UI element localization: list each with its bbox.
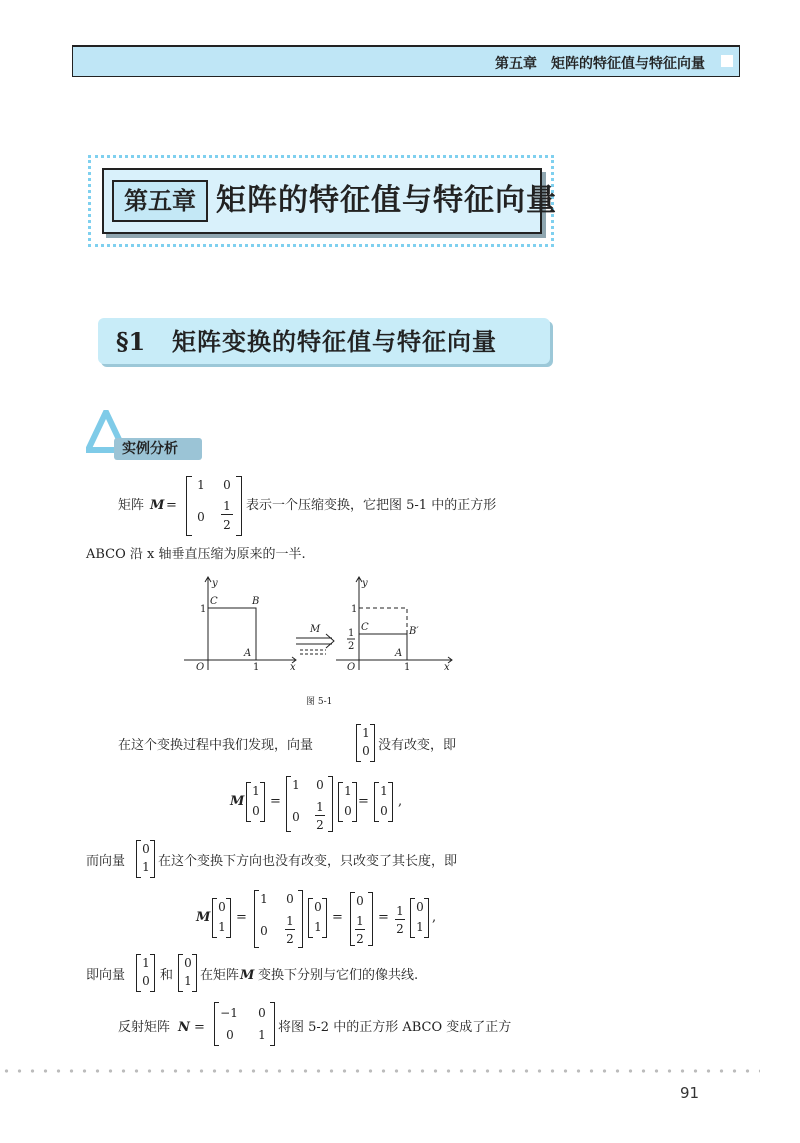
eq1-v3-top: 1 — [380, 784, 388, 798]
left-one-y: 1 — [200, 604, 207, 615]
eq2-coef-fracline — [395, 919, 405, 920]
para3-suffix: 在这个变换下方向也没有改变，只改变了其长度，即 — [158, 854, 458, 869]
eq2-equals: = — [236, 910, 247, 925]
matrix-d-frac-line — [221, 514, 233, 515]
eq1-m-c: 0 — [292, 810, 300, 824]
eq2-M: M — [196, 910, 211, 925]
figure-caption: 图 5-1 — [306, 697, 333, 707]
para2-suffix: 没有改变，即 — [378, 738, 457, 753]
para5-equals: = — [194, 1020, 205, 1035]
vec10-top: 1 — [362, 726, 370, 740]
matrix-n-b: 0 — [258, 1006, 266, 1020]
vec10-right-bracket — [370, 724, 375, 762]
matrix-n-right — [270, 1002, 275, 1046]
left-point-c: C — [210, 596, 218, 607]
eq2-v2-bottom: 1 — [314, 920, 322, 934]
eq2-v3-right — [368, 892, 373, 946]
running-header — [72, 45, 740, 77]
eq1-m-dnum: 1 — [316, 800, 324, 814]
eq2-comma: , — [432, 910, 437, 925]
left-one-x: 1 — [253, 662, 260, 672]
right-point-c: C — [361, 622, 369, 633]
eq1-v-top: 1 — [252, 784, 260, 798]
para1-suffix: 表示一个压缩变换，它把图 5-1 中的正方形 — [246, 498, 497, 513]
vec10-bottom: 0 — [362, 744, 370, 758]
para2-prefix: 在这个变换过程中我们发现，向量 — [118, 738, 314, 753]
para1-equals: = — [166, 498, 177, 513]
eq2-v4-right — [424, 898, 429, 938]
eq2-v-bottom: 1 — [218, 920, 226, 934]
eq2-m-fracline — [285, 929, 295, 930]
right-one-y: 1 — [351, 604, 358, 615]
figure-5-1 — [176, 572, 476, 672]
matrix-right-bracket — [236, 476, 242, 536]
eq2-m-dnum: 1 — [286, 914, 294, 928]
left-point-b: B — [252, 596, 260, 607]
eq2-v-right — [226, 898, 231, 938]
eq1-m-right — [328, 776, 333, 832]
p4-vec1-right — [150, 954, 155, 992]
matrix-a: 1 — [197, 478, 205, 492]
eq2-coef-den: 2 — [396, 922, 404, 936]
para1-prefix: 矩阵 — [118, 498, 145, 513]
left-origin-label: O — [196, 662, 205, 672]
eq1-v2-top: 1 — [344, 784, 352, 798]
para4-and: 和 — [160, 968, 174, 983]
vec01-right-bracket — [150, 840, 155, 878]
para5-suffix: 将图 5-2 中的正方形 ABCO 变成了正方 — [278, 1020, 512, 1035]
eq2-v2-right — [322, 898, 327, 938]
eq2-coef-num: 1 — [396, 904, 404, 918]
eq2-m-b: 0 — [286, 892, 294, 906]
right-point-a: A — [395, 648, 403, 659]
right-y-label: y — [362, 578, 368, 589]
header-square-icon — [721, 55, 733, 67]
running-header-text: 第五章 矩阵的特征值与特征向量 — [495, 56, 705, 72]
p4-vec2-right — [192, 954, 197, 992]
vec01-bottom: 1 — [142, 860, 150, 874]
eq2-v4-bottom: 1 — [416, 920, 424, 934]
para5-prefix: 反射矩阵 — [118, 1020, 171, 1035]
para4-prefix: 即向量 — [86, 968, 126, 983]
matrix-c: 0 — [197, 510, 205, 524]
example-badge-label: 实例分析 — [122, 441, 178, 457]
matrix-n-c: 0 — [226, 1028, 234, 1042]
eq2-m-a: 1 — [260, 892, 268, 906]
eq1-M: M — [230, 794, 245, 809]
matrix-n-d: 1 — [258, 1028, 266, 1042]
vec01-top: 0 — [142, 842, 150, 856]
right-half-num: 1 — [348, 628, 355, 639]
matrix-n-left — [214, 1002, 219, 1046]
para4-suffix: 在矩阵 — [200, 968, 240, 983]
p4-vec2-top: 0 — [184, 956, 192, 970]
eq1-m-a: 1 — [292, 778, 300, 792]
eq1-m-fracline — [315, 815, 325, 816]
p4-vec1-top: 1 — [142, 956, 150, 970]
para1-line2: ABCO 沿 x 轴垂直压缩为原来的一半. — [86, 547, 306, 562]
eq2-m-right — [298, 890, 303, 948]
eq2-v3-den: 2 — [356, 932, 364, 946]
left-point-a: A — [244, 648, 252, 659]
chapter-number: 第五章 — [112, 180, 208, 222]
eq1-comma: , — [398, 794, 403, 809]
page-number: 91 — [680, 1084, 700, 1102]
footer-dot-rule — [0, 1066, 760, 1076]
eq1-v3-right — [388, 782, 393, 822]
chapter-title: 矩阵的特征值与特征向量 — [216, 183, 557, 218]
eq2-equals2: = — [332, 910, 343, 925]
section-number: §1 — [116, 327, 146, 356]
eq2-v2-top: 0 — [314, 900, 322, 914]
left-y-label: y — [212, 578, 218, 589]
right-x-label: x — [444, 662, 450, 672]
para5-N: N — [178, 1020, 190, 1035]
eq1-v2-right — [352, 782, 357, 822]
matrix-left-bracket — [186, 476, 192, 536]
left-x-label: x — [290, 662, 296, 672]
eq1-equals2: = — [358, 794, 369, 809]
section-title: 矩阵变换的特征值与特征向量 — [172, 328, 497, 356]
right-point-bprime: B′ — [409, 626, 419, 637]
matrix-n-a: −1 — [220, 1006, 238, 1020]
eq1-equals: = — [270, 794, 281, 809]
eq2-v3-num: 1 — [356, 914, 364, 928]
eq1-v-bottom: 0 — [252, 804, 260, 818]
para1-symbol: M — [150, 498, 165, 513]
eq1-v2-bottom: 0 — [344, 804, 352, 818]
para3-prefix: 而向量 — [86, 854, 126, 869]
eq2-m-c: 0 — [260, 924, 268, 938]
eq1-m-b: 0 — [316, 778, 324, 792]
right-origin-label: O — [347, 662, 356, 672]
right-half-den: 2 — [348, 641, 355, 652]
matrix-d-den: 2 — [223, 518, 231, 532]
eq2-v3-top: 0 — [356, 894, 364, 908]
right-one-x: 1 — [404, 662, 411, 672]
eq1-m-dden: 2 — [316, 818, 324, 832]
eq2-v-top: 0 — [218, 900, 226, 914]
matrix-d-num: 1 — [223, 499, 231, 513]
eq2-v3-fracline — [355, 929, 365, 930]
p4-vec1-bottom: 0 — [142, 974, 150, 988]
eq2-m-dden: 2 — [286, 932, 294, 946]
transform-arrow-label: M — [310, 624, 321, 635]
eq2-equals3: = — [378, 910, 389, 925]
p4-vec2-bottom: 1 — [184, 974, 192, 988]
eq1-v-right — [260, 782, 265, 822]
matrix-b: 0 — [223, 478, 231, 492]
eq1-v3-bottom: 0 — [380, 804, 388, 818]
eq2-v4-top: 0 — [416, 900, 424, 914]
para4-M: M — [240, 968, 255, 983]
para4-suffix2: 变换下分别与它们的像共线. — [258, 968, 419, 983]
